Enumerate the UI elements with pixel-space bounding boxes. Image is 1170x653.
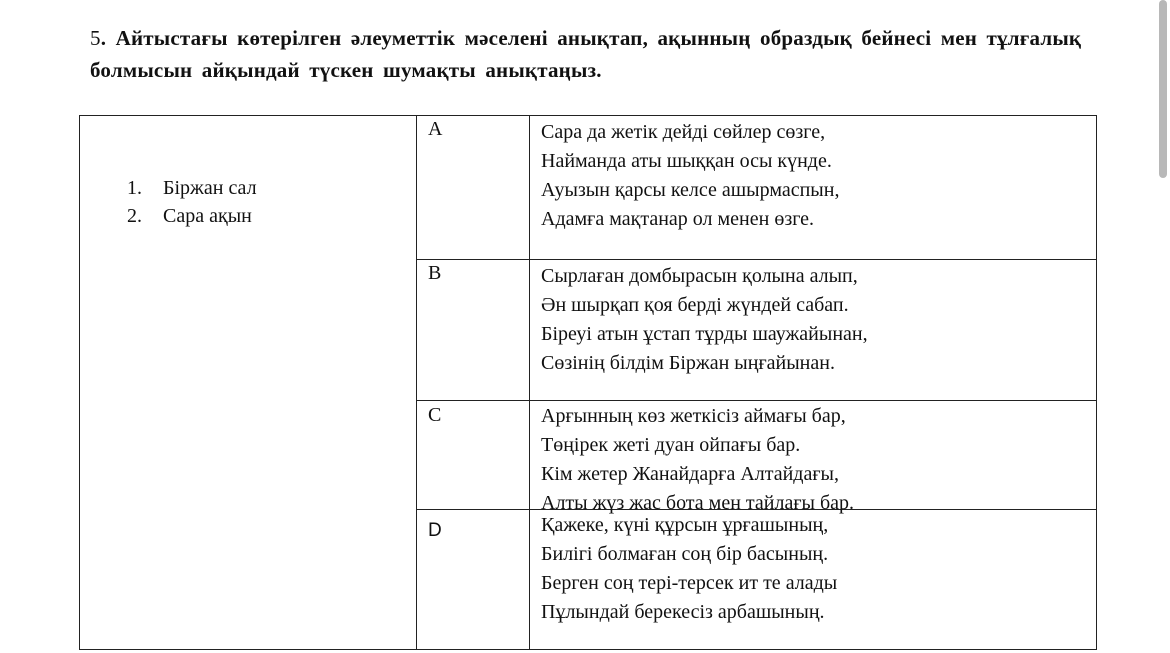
verse-line: Алты жүз жас бота мен тайлағы бар. [541, 492, 855, 514]
poet-number: 1. [127, 177, 142, 199]
poet-item [127, 174, 257, 202]
verse-line: Кім жетер Жанайдарға Алтайдағы, [541, 463, 839, 485]
scrollbar[interactable] [1156, 0, 1170, 653]
verse-line: Сөзінің білдім Біржан ыңғайынан. [541, 352, 835, 374]
verse-line: Берген соң тері-терсек ит те алады [541, 572, 838, 594]
option-letter-d: D [428, 520, 442, 541]
option-letter-a: A [428, 118, 443, 140]
verse-b [541, 262, 868, 378]
question-body: . Айтыстағы көтерілген әлеуметтік мәселені анықтап, ақынның образдық бейнесі мен тұлғалық болмысын айқындай түскен шумақты анықтаңыз. [90, 26, 1082, 82]
option-letter-c: C [428, 404, 442, 426]
verse-line: Арғынның көз жеткісіз аймағы бар, [541, 405, 846, 427]
verse-line: Адамға мақтанар ол менен өзге. [541, 208, 815, 230]
poet-name: Біржан сал [163, 177, 257, 199]
option-letter-b: B [428, 262, 442, 284]
poet-name: Сара ақын [163, 205, 252, 227]
answer-table [79, 115, 1097, 650]
verse-line: Билігі болмаған соң бір басының. [541, 543, 829, 565]
verse-line: Біреуі атын ұстап тұрды шаужайынан, [541, 323, 868, 345]
table-divider-right [529, 116, 530, 649]
verse-line: Ауызын қарсы келсе ашырмаспын, [541, 179, 840, 201]
verse-d [541, 511, 837, 627]
row-divider-bc [416, 400, 1096, 401]
question-text [90, 22, 1100, 86]
verse-line: Найманда аты шыққан осы күнде. [541, 150, 832, 172]
table-divider-left [416, 116, 417, 649]
verse-line: Сара да жетік дейді сөйлер сөзге, [541, 121, 826, 143]
poet-list [127, 174, 257, 230]
poet-item [127, 202, 257, 230]
verse-line: Қажеке, күні құрсын ұрғашының, [541, 514, 829, 536]
verse-line: Төңірек жеті дуан ойпағы бар. [541, 434, 801, 456]
verse-line: Пұлындай берекесіз арбашының. [541, 601, 825, 623]
row-divider-ab [416, 259, 1096, 260]
verse-line: Ән шырқап қоя берді жүндей сабап. [541, 294, 849, 316]
verse-a [541, 118, 839, 234]
poet-number: 2. [127, 205, 142, 227]
question-number: 5 [90, 26, 101, 50]
verse-c [541, 402, 854, 518]
verse-line: Сырлаған домбырасын қолына алып, [541, 265, 858, 287]
scrollbar-thumb[interactable] [1159, 0, 1167, 178]
